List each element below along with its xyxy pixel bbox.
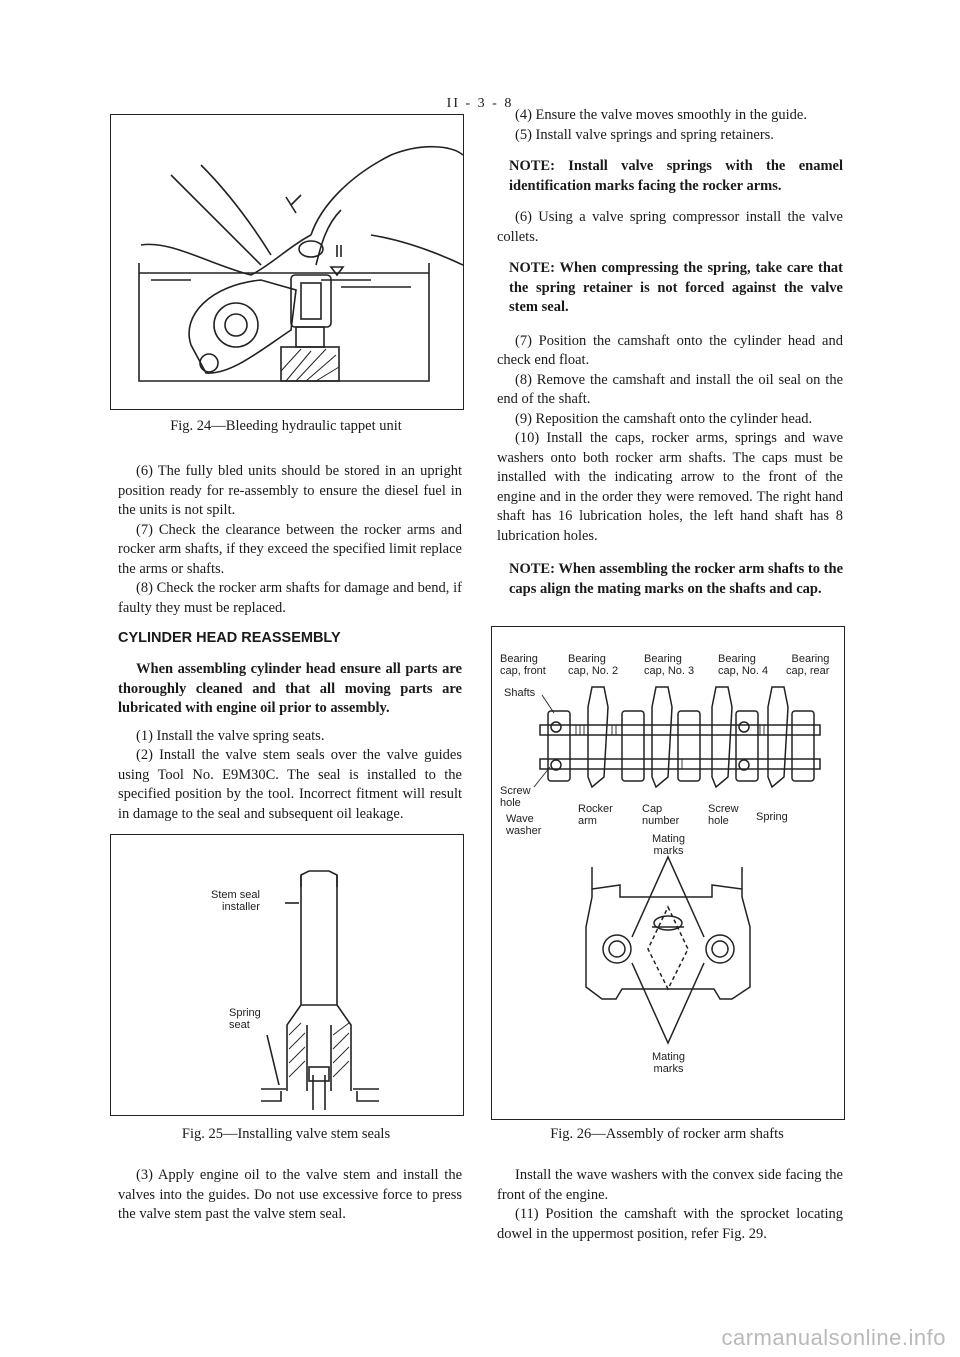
step-11: (11) Position the camshaft with the sprocket locating dowel in the uppermost position, refer Fig. 29.: [497, 1206, 843, 1242]
label-bearing-cap-rear: Bearing cap, rear: [786, 653, 830, 677]
step-7: (7) Position the camshaft onto the cylinder head and check end float.: [497, 332, 843, 368]
label-rocker-arm: Rocker arm: [578, 803, 613, 827]
label-mating-marks-bottom: Mating marks: [652, 1051, 686, 1075]
step-8: (8) Remove the camshaft and install the oil seal on the end of the shaft.: [497, 371, 843, 407]
section-heading: CYLINDER HEAD REASSEMBLY: [118, 630, 341, 646]
step-2: (2) Install the valve stem seals over the valve guides using Tool No. E9M30C. The seal is installed to the specified position by the tool. Incorrect fitment will result in damage to the seal and subsequent oil leakage.: [118, 747, 462, 822]
step-6: (6) Using a valve spring compressor install the valve collets.: [497, 209, 843, 245]
label-cap-number: Cap number: [642, 803, 680, 827]
step-4: (4) Ensure the valve moves smoothly in the guide.: [515, 107, 807, 123]
reassembly-intro: When assembling cylinder head ensure all parts are thoroughly cleaned and that all moving parts are lubricated with engine oil prior to assembly.: [118, 661, 462, 716]
left-column: [118, 462, 462, 618]
step-10: (10) Install the caps, rocker arms, springs and wave washers onto both rocker arm shafts. The caps must be installed with the indicating arrow to the front of the engine and in the order they were removed. The right hand shaft has 16 lubrication holes, the left hand shaft has 8 lubrication holes.: [497, 430, 843, 544]
note-mating-marks: NOTE: When assembling the rocker arm shafts to the caps align the mating marks on the shafts and cap.: [509, 561, 843, 597]
label-bearing-cap-no2: Bearing cap, No. 2: [568, 653, 619, 677]
label-spring-seat: Spring seat: [229, 1007, 261, 1031]
note-compressing-spring: NOTE: When compressing the spring, take care that the spring retainer is not forced against the valve stem seal.: [509, 260, 843, 315]
step-3: (3) Apply engine oil to the valve stem and install the valves into the guides. Do not use excessive force to press the valve stem past the valve stem seal.: [118, 1167, 462, 1222]
step-9: (9) Reposition the camshaft onto the cylinder head.: [515, 410, 813, 427]
left-column-reassembly: [118, 660, 462, 852]
label-stem-seal-installer: Stem seal installer: [211, 889, 260, 913]
hydraulic-tappet-bleeding-illustration: [111, 115, 463, 409]
label-screw-hole-left: Screw hole: [500, 785, 531, 809]
page-number: II - 3 - 8: [446, 96, 514, 111]
para-step-6: (6) The fully bled units should be stored in an upright position ready for re-assembly to ensure the diesel fuel in the units is not spilt.: [118, 463, 462, 518]
fig24-caption: Fig. 24—Bleeding hydraulic tappet unit: [170, 418, 402, 434]
fig25-figure: [110, 834, 464, 1116]
label-mating-marks-top: Mating marks: [652, 833, 686, 857]
para-step-7: (7) Check the clearance between the rocker arms and rocker arm shafts, if they exceed the specified limit replace the arms or shafts.: [118, 521, 462, 577]
label-bearing-cap-no3: Bearing cap, No. 3: [644, 653, 695, 677]
para-step-8: (8) Check the rocker arm shafts for damage and bend, if faulty they must be replaced.: [118, 580, 462, 616]
label-bearing-cap-no4: Bearing cap, No. 4: [718, 653, 769, 677]
label-wave-washer: Wave washer: [506, 813, 542, 837]
right-column-bottom: [497, 1166, 843, 1244]
right-column: [497, 106, 843, 599]
stem-seal-installer-illustration: [111, 835, 463, 1115]
wave-washer-instruction: Install the wave washers with the convex side facing the front of the engine.: [497, 1167, 843, 1203]
label-spring: Spring: [756, 811, 788, 823]
watermark: carmanualsonline.info: [721, 1325, 946, 1350]
fig24-figure: [110, 114, 464, 410]
fig26-caption: Fig. 26—Assembly of rocker arm shafts: [550, 1126, 784, 1142]
label-bearing-cap-front: Bearing cap, front: [500, 653, 546, 677]
note-valve-springs: NOTE: Install valve springs with the enamel identification marks facing the rocker arms.: [509, 158, 843, 194]
fig26-figure: [491, 626, 845, 1120]
rocker-shaft-assembly-illustration: [492, 627, 844, 1119]
label-shafts: Shafts: [504, 687, 536, 699]
left-column-bottom: [118, 1166, 462, 1225]
label-screw-hole-right: Screw hole: [708, 803, 739, 827]
step-1: (1) Install the valve spring seats.: [136, 727, 325, 744]
step-5: (5) Install valve springs and spring retainers.: [515, 126, 774, 143]
fig25-caption: Fig. 25—Installing valve stem seals: [181, 1126, 391, 1142]
